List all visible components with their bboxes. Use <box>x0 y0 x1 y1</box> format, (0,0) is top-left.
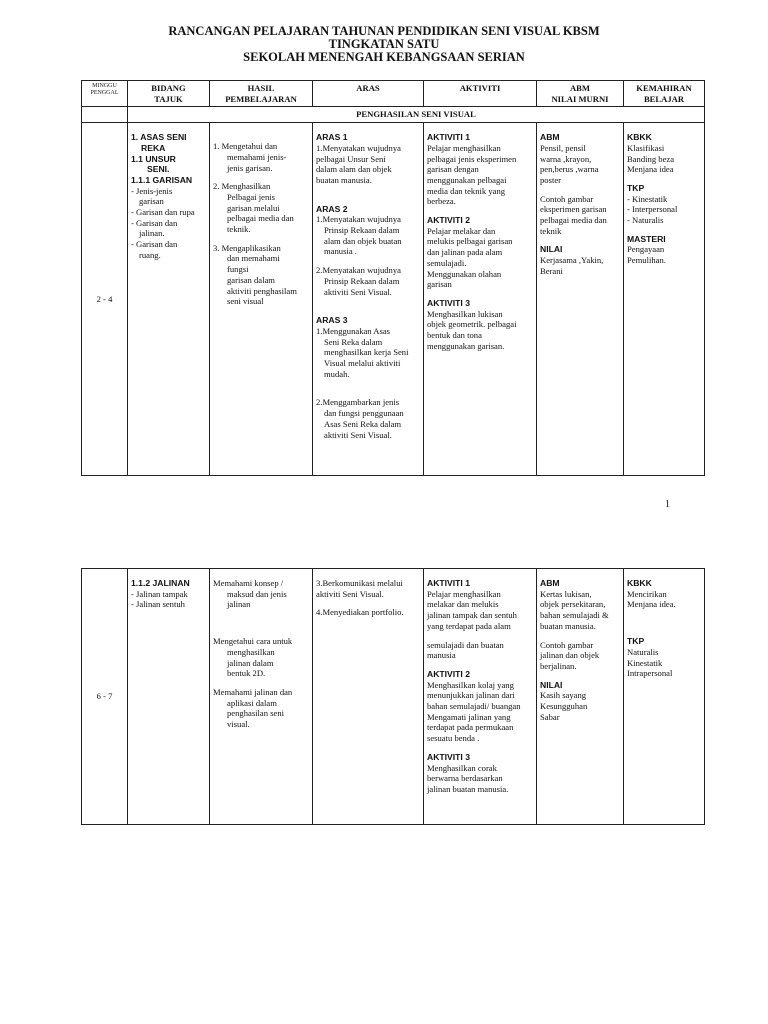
text-line: pen,berus ,warna <box>540 164 599 175</box>
text-line: melukis pelbagai garisan <box>427 236 513 247</box>
text-line: semulajadi. <box>427 257 467 268</box>
text-line: Pengayaan <box>627 244 665 255</box>
header-bidang-line2: TAJUK <box>154 93 183 104</box>
text-line: pelbagai jenis eksperimen <box>427 153 517 164</box>
table-row-week-6-7 <box>82 569 705 825</box>
text-line: melakar dan melukis <box>427 599 499 610</box>
text-line: jalinan buatan manusia. <box>427 783 509 794</box>
text-line: Pensil, pensil <box>540 142 586 153</box>
abm-cell <box>537 123 624 476</box>
text-line: 2. Menghasilkan <box>213 181 271 192</box>
tkp-heading: TKP <box>627 182 645 193</box>
aktiviti-heading: AKTIVITI 2 <box>427 215 470 226</box>
text-line: Pelbagai jenis <box>227 191 275 202</box>
section-row <box>82 107 705 123</box>
bidang-cell <box>128 123 210 476</box>
text-line: Contoh gambar <box>540 193 594 204</box>
text-line: aktiviti Seni Visual. <box>324 429 392 440</box>
text-line: aktiviti Seni Visual. <box>324 286 392 297</box>
header-aras: ARAS <box>313 81 424 107</box>
text-line: 3. Mengaplikasikan <box>213 242 281 253</box>
text-line: Kertas lukisan, <box>540 588 592 599</box>
header-row <box>82 81 705 107</box>
list-item: - Jenis-jenis <box>131 185 173 196</box>
text-line: visual. <box>227 719 250 730</box>
text-line: Menjana idea <box>627 164 674 175</box>
list-item: jalinan. <box>139 228 165 239</box>
text-line: - Interpersonal <box>627 204 678 215</box>
aras-heading: ARAS 3 <box>316 315 348 326</box>
header-bidang <box>128 81 210 107</box>
kemahiran-cell <box>624 123 705 476</box>
text-line: menunjukkan jalinan dari <box>427 690 515 701</box>
list-item: - Garisan dan <box>131 239 178 250</box>
text-line: dan memahami <box>227 253 280 264</box>
text-line: 2.Menggambarkan jenis <box>316 397 400 408</box>
page-number: 1 <box>665 499 670 510</box>
header-kemahiran-line2: BELAJAR <box>643 93 685 104</box>
text-line: pelbagai media dan <box>227 213 294 224</box>
text-line: menggunakan garisan. <box>427 340 505 351</box>
aktiviti-heading: AKTIVITI 3 <box>427 297 470 308</box>
text-line: Asas Seni Reka dalam <box>324 418 402 429</box>
header-kemahiran-line1: KEMAHIRAN <box>636 83 692 93</box>
table-row-week-2-4 <box>82 123 705 476</box>
text-line: warna ,krayon, <box>540 153 592 164</box>
header-abm-line2: NILAI MURNI <box>551 93 609 104</box>
text-line: Menggunakan olahan <box>427 268 502 279</box>
text-line: 1.Menggunakan Asas <box>316 325 390 336</box>
aktiviti-cell <box>424 123 537 476</box>
text-line: Naturalis <box>627 646 659 657</box>
text-line: Mengetahui cara untuk <box>213 636 293 647</box>
text-line: bentuk 2D. <box>227 668 266 679</box>
text-line: menghasilkan <box>227 646 275 657</box>
aras-cell <box>313 569 424 825</box>
nilai-heading: NILAI <box>540 244 563 255</box>
section-title: PENGHASILAN SENI VISUAL <box>128 107 705 123</box>
list-item: ruang. <box>139 249 161 260</box>
doc-title-line-1: RANCANGAN PELAJARAN TAHUNAN PENDIDIKAN SENI VISUAL KBSM <box>168 24 600 38</box>
text-line: aplikasi dalam <box>227 697 277 708</box>
aras-heading: ARAS 2 <box>316 203 348 214</box>
abm-cell <box>537 569 624 825</box>
text-line: media dan teknik yang <box>427 185 506 196</box>
text-line: bahan semulajadi/ buangan <box>427 701 521 712</box>
abm-heading: ABM <box>540 132 560 143</box>
text-line: Pemulihan. <box>627 255 666 266</box>
text-line: Mengamati jalinan yang <box>427 711 511 722</box>
text-line: penghasilan seni <box>227 708 285 719</box>
text-line: mudah. <box>324 368 350 379</box>
text-line: Prinsip Rekaan dalam <box>324 275 400 286</box>
header-hasil <box>210 81 313 107</box>
text-line: Memahami konsep / <box>213 578 284 588</box>
aras-cell <box>313 123 424 476</box>
text-line: manusia . <box>324 246 357 257</box>
text-line: Kinestatik <box>627 657 663 668</box>
bidang-heading: 1.1.1 GARISAN <box>131 174 193 185</box>
text-line: Contoh gambar <box>540 639 594 650</box>
text-line: jalinan <box>227 599 251 610</box>
text-line: Prinsip Rekaan dalam <box>324 225 400 236</box>
text-line: berwarna berdasarkan <box>427 773 503 784</box>
tkp-heading: TKP <box>627 636 645 647</box>
week-cell: 2 - 4 <box>82 123 128 476</box>
text-line: semulajadi dan buatan <box>427 639 504 650</box>
bidang-heading: 1. ASAS SENI <box>131 132 187 143</box>
text-line: Intrapersonal <box>627 668 673 679</box>
text-line: Banding beza <box>627 153 675 164</box>
list-item: - Jalinan tampak <box>131 588 188 599</box>
text-line: buatan manusia. <box>540 620 596 631</box>
text-line: berjalinan. <box>540 660 577 671</box>
header-aktiviti: AKTIVITI <box>424 81 537 107</box>
text-line: poster <box>540 174 562 185</box>
text-line: Sabar <box>540 711 560 722</box>
text-line: Kesungguhan <box>540 701 588 712</box>
text-line: alam dan objek buatan <box>324 235 402 246</box>
week-cell: 6 - 7 <box>82 569 128 825</box>
text-line: Menghasilkan corak <box>427 762 497 773</box>
text-line: 3.Berkomunikasi melalui <box>316 578 403 588</box>
text-line: Berani <box>540 265 563 276</box>
text-line: terdapat pada permukaan <box>427 722 514 733</box>
text-line: aktiviti penghasilam <box>227 285 297 296</box>
abm-heading: ABM <box>540 578 560 588</box>
text-line: jalinan dan objek <box>540 650 600 661</box>
kbkk-heading: KBKK <box>627 132 652 143</box>
aras-heading: ARAS 1 <box>316 132 348 143</box>
text-line: memahami jenis- <box>227 151 287 162</box>
text-line: teknik <box>540 225 562 236</box>
text-line: yang terdapat pada alam <box>427 620 511 631</box>
header-kemahiran <box>624 81 705 107</box>
text-line: garisan melalui <box>227 202 280 213</box>
list-item: garisan <box>139 196 164 207</box>
masteri-heading: MASTERI <box>627 233 666 244</box>
text-line: menghasilkan kerja Seni <box>324 347 409 358</box>
kbkk-heading: KBKK <box>627 578 652 588</box>
hasil-cell <box>210 123 313 476</box>
aktiviti-heading: AKTIVITI 1 <box>427 132 470 143</box>
text-line: manusia <box>427 650 456 661</box>
text-line: garisan <box>427 279 452 290</box>
text-line: Pelajar melakar dan <box>427 225 496 236</box>
text-line: Pelajar menghasilkan <box>427 142 501 153</box>
bidang-heading: REKA <box>141 142 166 153</box>
text-line: 1.Menyatakan wujudnya <box>316 214 401 225</box>
bidang-heading: 1.1 UNSUR <box>131 153 176 164</box>
text-line: dan jalinan pada alam <box>427 247 503 258</box>
text-line: dan fungsi penggunaan <box>324 408 404 419</box>
text-line: bahan semulajadi & <box>540 610 609 621</box>
text-line: objek persekitaran, <box>540 599 606 610</box>
doc-title-line-3: SEKOLAH MENENGAH KEBANGSAAN SERIAN <box>243 50 525 64</box>
header-minggu: MINGGU PENGGAL <box>82 81 128 107</box>
text-line: seni visual <box>227 296 264 307</box>
hasil-cell <box>210 569 313 825</box>
text-line: - Kinestatik <box>627 193 668 204</box>
bidang-heading: 1.1.2 JALINAN <box>131 578 190 588</box>
text-line: menggunakan pelbagai <box>427 174 507 185</box>
bidang-cell <box>128 569 210 825</box>
text-line: aktiviti Seni Visual. <box>316 588 384 599</box>
text-line: garisan dalam <box>227 274 275 285</box>
plan-table-page-2 <box>81 568 705 825</box>
text-line: fungsi <box>227 264 249 275</box>
doc-title-line-2: TINGKATAN SATU <box>328 37 440 51</box>
list-item: - Garisan dan <box>131 217 178 228</box>
header-hasil-line1: HASIL <box>247 83 275 93</box>
header-bidang-line1: BIDANG <box>151 83 186 93</box>
text-line: Mencirikan <box>627 588 667 599</box>
text-line: berbeza. <box>427 196 456 207</box>
aktiviti-heading: AKTIVITI 3 <box>427 751 470 762</box>
text-line: Pelajar menghasilkan <box>427 588 501 599</box>
list-item: - Garisan dan rupa <box>131 207 195 218</box>
text-line: 1.Menyatakan wujudnya <box>316 142 401 153</box>
text-line: Klasifikasi <box>627 142 665 153</box>
header-abm-line1: ABM <box>569 83 591 93</box>
aktiviti-cell <box>424 569 537 825</box>
text-line: objek geometrik. pelbagai <box>427 319 517 330</box>
text-line: dalam alam dan objek <box>316 164 392 175</box>
text-line: Seni Reka dalam <box>324 336 383 347</box>
text-line: Kasih sayang <box>540 690 587 701</box>
text-line: pelbagai media dan <box>540 215 607 226</box>
text-line: buatan manusia. <box>316 174 372 185</box>
aktiviti-heading: AKTIVITI 1 <box>427 578 470 588</box>
text-line: maksud dan jenis <box>227 588 287 599</box>
list-item: - Jalinan sentuh <box>131 599 185 610</box>
text-line: Memahami jalinan dan <box>213 686 293 697</box>
text-line: 4.Menyediakan portfolio. <box>316 607 404 618</box>
text-line: Menghasilkan lukisan <box>427 308 503 319</box>
text-line: - Naturalis <box>627 215 664 226</box>
bidang-heading: SENI. <box>147 164 170 175</box>
text-line: Kerjasama ,Yakin, <box>540 255 604 266</box>
text-line: pelbagai Unsur Seni <box>316 153 386 164</box>
text-line: garisan dengan <box>427 164 479 175</box>
text-line: eksperimen garisan <box>540 204 607 215</box>
plan-table-page-1 <box>81 80 705 476</box>
text-line: jenis garisan. <box>227 162 273 173</box>
text-line: sesuatu benda . <box>427 733 480 744</box>
text-line: 1. Mengetahui dan <box>213 141 278 152</box>
text-line: Menghasilkan kolaj yang <box>427 679 514 690</box>
text-line: Menjana idea. <box>627 599 676 610</box>
text-line: Visual melalui aktiviti <box>324 358 401 369</box>
kemahiran-cell <box>624 569 705 825</box>
text-line: jalinan dalam <box>227 657 274 668</box>
header-hasil-line2: PEMBELAJARAN <box>225 93 297 104</box>
nilai-heading: NILAI <box>540 679 563 690</box>
aktiviti-heading: AKTIVITI 2 <box>427 668 470 679</box>
text-line: bentuk dan tona <box>427 330 482 341</box>
text-line: jalinan tampak dan sentuh <box>427 610 517 621</box>
text-line: 2.Menyatakan wujudnya <box>316 265 401 276</box>
header-abm <box>537 81 624 107</box>
text-line: teknik. <box>227 224 251 235</box>
